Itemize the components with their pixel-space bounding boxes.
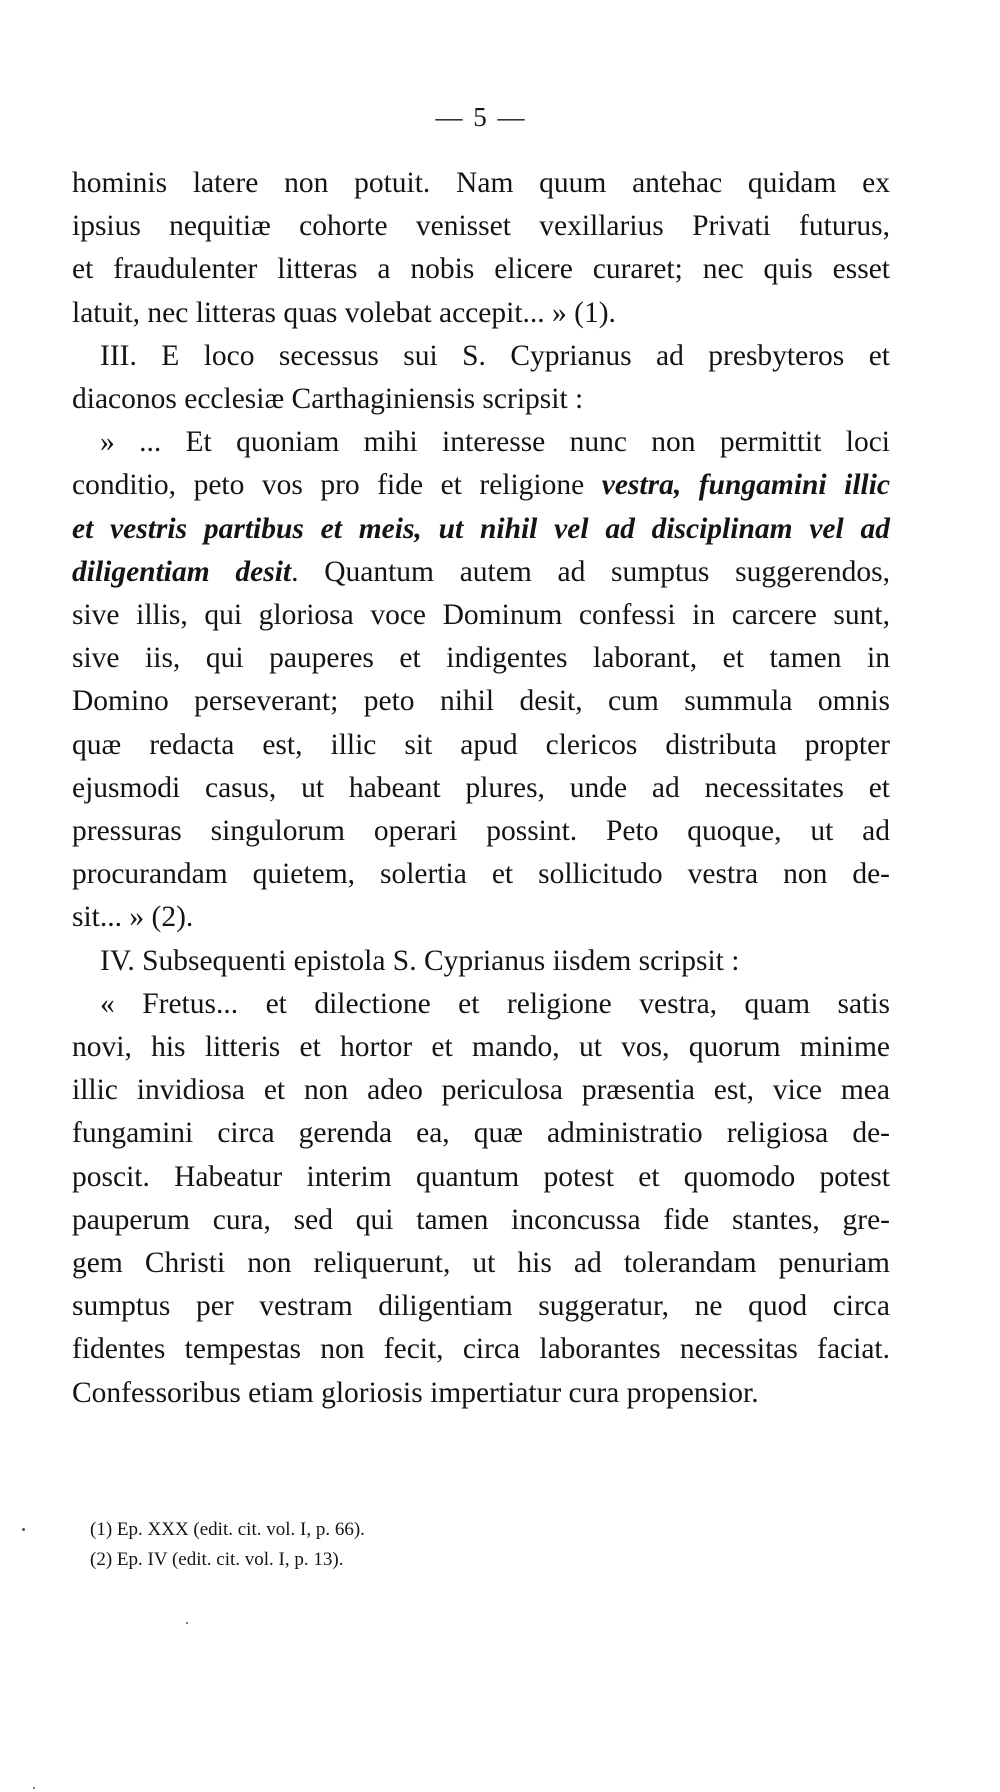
text-line: fungamini circa gerenda ea, quæ administratio religiosa de- [72,1117,890,1150]
book-page [72,0,890,1792]
text-line: « Fretus... et dilectione et religione vestra, quam satis [100,987,890,1020]
text-line: procurandam quietem, solertia et sollicitudo vestra non de- [72,858,890,891]
text-line: illic invidiosa et non adeo periculosa præsentia est, vice mea [72,1074,890,1107]
text-line [72,551,890,594]
section-heading-iii: III. E loco secessus sui S. Cyprianus ad presbyteros et [100,339,890,372]
italic-text: vestra, fungamini illic [601,469,891,502]
text-line: Domino perseverant; peto nihil desit, cum summula omnis [72,685,890,718]
italic-text: diligentiam desit [72,555,292,588]
footnote: (1) Ep. XXX (edit. cit. vol. I, p. 66). [90,1519,365,1540]
text-line: Confessoribus etiam gloriosis impertiatur cura propensior. [72,1376,759,1409]
text-run: . Quantum autem ad sumptus suggerendos, [291,555,890,588]
text-line: quæ redacta est, illic sit apud clericos distributa propter [72,728,890,761]
text-line: fidentes tempestas non fecit, circa laborantes necessitas faciat. [72,1333,890,1366]
text-line [72,508,890,551]
text-line: pauperum cura, sed qui tamen inconcussa fide stantes, gre- [72,1203,890,1236]
italic-text: et vestris partibus et meis, ut nihil vel ad disciplinam vel ad [72,512,890,545]
scan-speck [22,1528,25,1531]
body-text [72,162,890,1415]
text-line: et fraudulenter litteras a nobis elicere curaret; nec quis esset [72,253,890,286]
scan-speck [33,1787,35,1789]
text-line: hominis latere non potuit. Nam quum antehac quidam ex [72,167,890,199]
text-line: sive iis, qui pauperes et indigentes laborant, et tamen in [72,642,890,675]
text-line: » ... Et quoniam mihi interesse nunc non permittit loci [100,426,890,459]
text-line: poscit. Habeatur interim quantum potest et quomodo potest [72,1160,890,1193]
text-line: sit... » (2). [72,901,194,934]
text-line [72,464,890,507]
section-heading-iv: IV. Subsequenti epistola S. Cyprianus iisdem scripsit : [100,944,740,977]
text-line: pressuras singulorum operari possint. Peto quoque, ut ad [72,815,890,848]
text-line: sive illis, qui gloriosa voce Dominum confessi in carcere sunt, [72,599,890,632]
text-line: gem Christi non reliquerunt, ut his ad tolerandam penuriam [72,1247,890,1280]
text-line: ipsius nequitiæ cohorte venisset vexillarius Privati futurus, [72,210,890,243]
scan-speck [186,1622,188,1624]
text-line: diaconos ecclesiæ Carthaginiensis scripsit : [72,383,584,416]
page-number: — 5 — [435,102,527,132]
text-line: sumptus per vestram diligentiam suggeratur, ne quod circa [72,1290,890,1323]
text-line: latuit, nec litteras quas volebat accepit... » (1). [72,296,616,329]
footnotes [90,1515,790,1575]
text-line: novi, his litteris et hortor et mando, ut vos, quorum minime [72,1031,890,1064]
footnote: (2) Ep. IV (edit. cit. vol. I, p. 13). [90,1549,344,1570]
text-run: conditio, peto vos pro fide et religione [72,469,602,502]
text-line: ejusmodi casus, ut habeant plures, unde ad necessitates et [72,771,890,804]
